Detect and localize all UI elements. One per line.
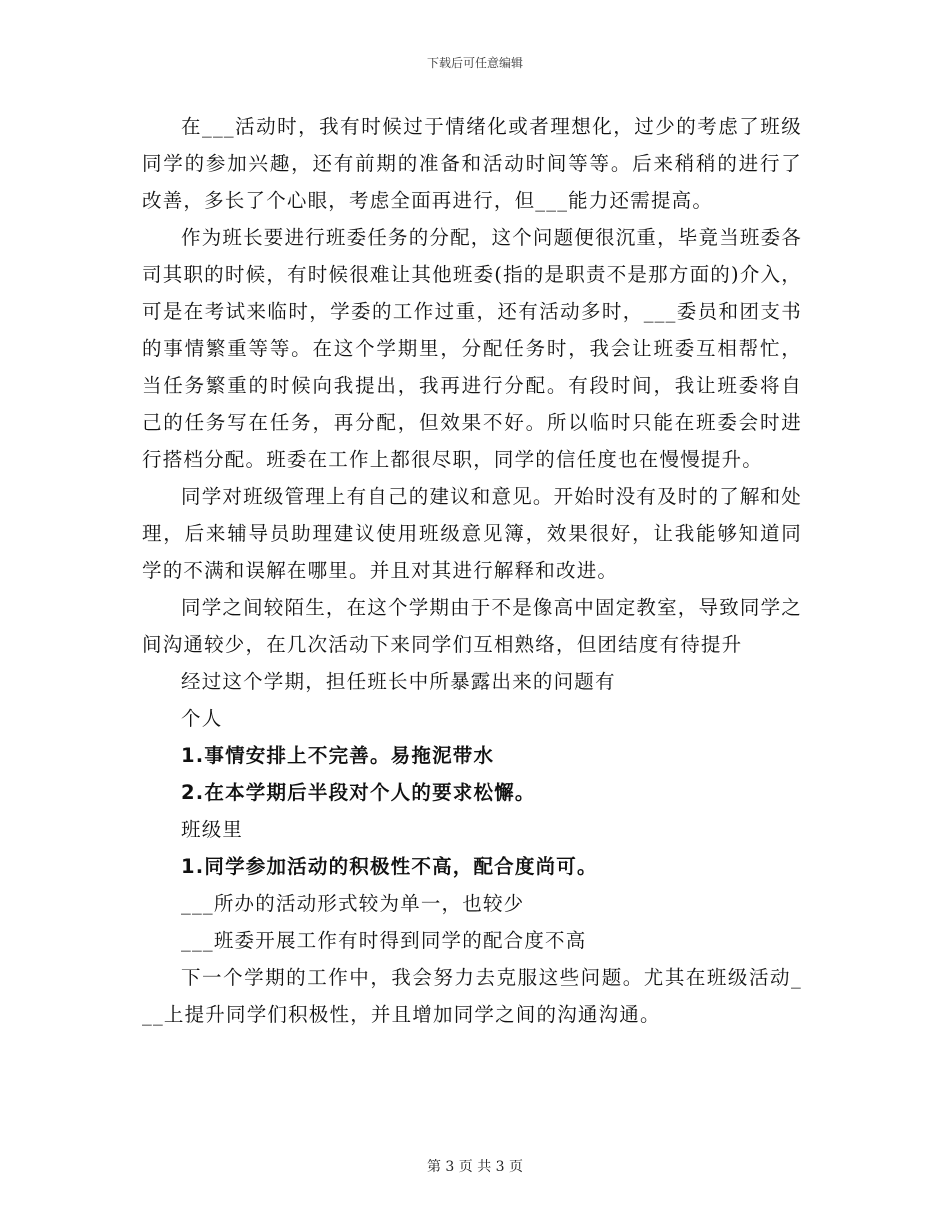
paragraph-classmate-relations: 同学之间较陌生，在这个学期由于不是像高中固定教室，导致同学之间沟通较少，在几次活动下来同学们互相熟络，但团结度有待提升	[142, 596, 803, 656]
problems-intro: 经过这个学期，担任班长中所暴露出来的问题有	[181, 670, 616, 693]
paragraph-class-feedback: 同学对班级管理上有自己的建议和意见。开始时没有及时的了解和处理，后来辅导员助理建议使用班级意见簿，效果很好，让我能够知道同学的不满和误解在哪里。并且对其进行解释和改进。	[142, 485, 803, 582]
page-header-note: 下载后可任意编辑	[426, 56, 523, 70]
class-item-1: 1.同学参加活动的积极性不高，配合度尚可。	[181, 855, 598, 878]
paragraph-closing: 下一个学期的工作中，我会努力去克服这些问题。尤其在班级活动___上提升同学们积极性，并且增加同学之间的沟通沟通。	[142, 966, 802, 1026]
class-item-3: ___班委开展工作有时得到同学的配合度不高	[181, 929, 587, 952]
personal-heading: 个人	[181, 707, 223, 730]
personal-item-2: 2.在本学期后半段对个人的要求松懈。	[181, 781, 536, 804]
paragraph-activity-planning: 在___活动时，我有时候过于情绪化或者理想化，过少的考虑了班级同学的参加兴趣，还有前期的准备和活动时间等等。后来稍稍的进行了改善，多长了个心眼，考虑全面再进行，但___能力还需提高。	[142, 115, 802, 212]
class-item-2: ___所办的活动形式较为单一，也较少	[181, 892, 525, 915]
personal-item-1: 1.事情安排上不完善。易拖泥带水	[181, 744, 495, 767]
class-heading: 班级里	[181, 818, 244, 841]
document-body	[142, 108, 802, 1033]
page-number: 第 3 页 共 3 页	[426, 1159, 524, 1175]
paragraph-task-distribution: 作为班长要进行班委任务的分配，这个问题便很沉重，毕竟当班委各司其职的时候，有时候很难让其他班委(指的是职责不是那方面的)介入，可是在考试来临时，学委的工作过重，还有活动多时，___委员和团支书的事情繁重等等。在这个学期里，分配任务时，我会让班委互相帮忙，当任务繁重的时候向我提出，我再进行分配。有段时间，我让班委将自己的任务写在任务，再分配，但效果不好。所以临时只能在班委会时进行搭档分配。班委在工作上都很尽职，同学的信任度也在慢慢提升。	[142, 226, 803, 471]
